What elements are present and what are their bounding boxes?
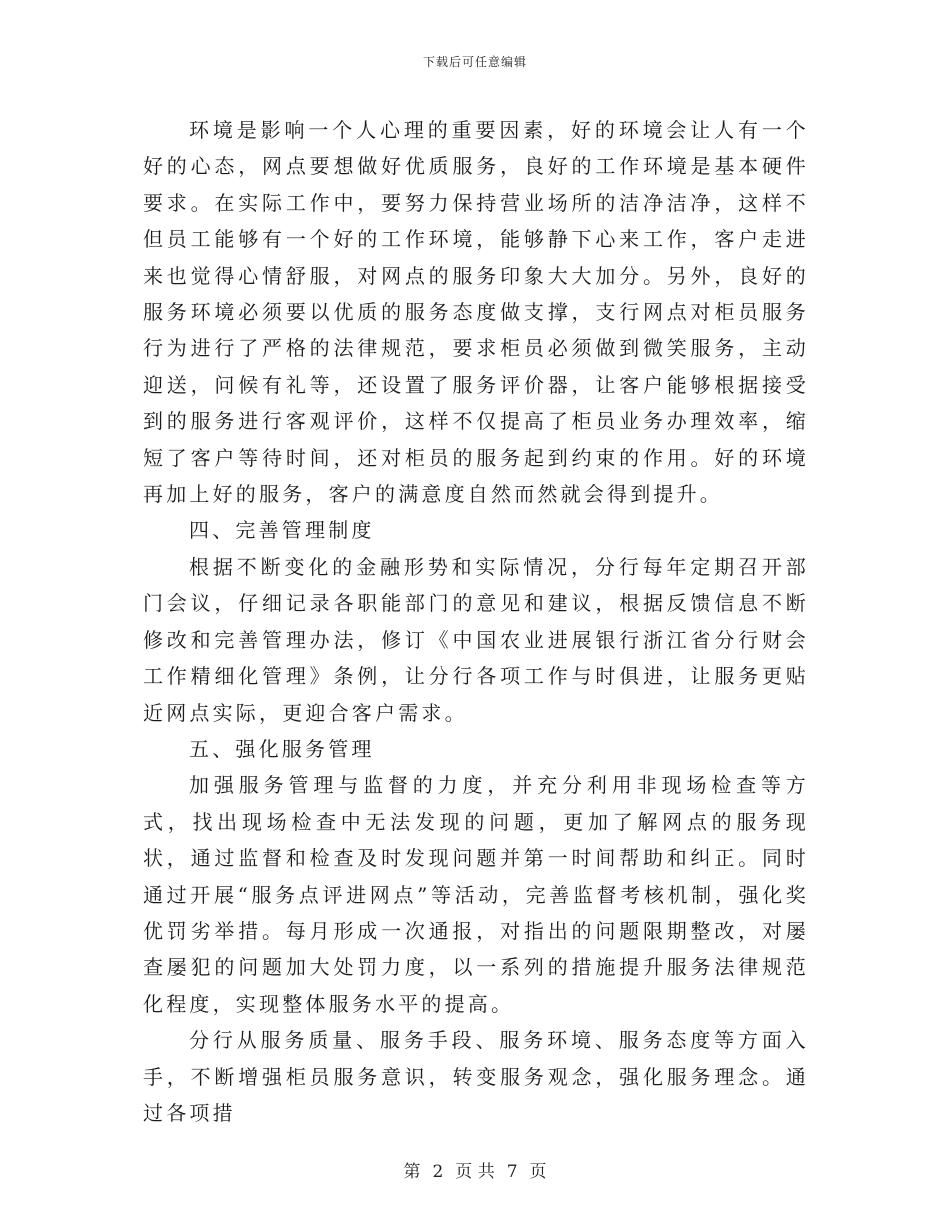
section-heading-4: 四、完善管理制度 (189, 518, 375, 543)
paragraph-environment: 环境是影响一个人心理的重要因素，好的环境会让人有一个好的心态，网点要想做好优质服务，良好的工作环境是基本硬件要求。在实际工作中，要努力保持营业场所的洁净洁净，这样不但员工能够有一个好的工作环境，能够静下心来工作，客户走进来也觉得心情舒服，对网点的服务印象大大加分。另外，良好的服务环境必须要以优质的服务态度做支撑，支行网点对柜员服务行为进行了严格的法律规范，要求柜员必须做到微笑服务，主动迎送，问候有礼等，还设置了服务评价器，让客户能够根据接受到的服务进行客观评价，这样不仅提高了柜员业务办理效率，缩短了客户等待时间，还对柜员的服务起到约束的作用。好的环境再加上好的服务，客户的满意度自然而然就会得到提升。 (143, 118, 809, 507)
page-number-footer (0, 1157, 950, 1182)
footer-prefix: 第 (403, 1162, 421, 1182)
paragraph-service-management: 加强服务管理与监督的力度，并充分利用非现场检查等方式，找出现场检查中无法发现的问题，更加了解网点的服务现状，通过监督和检查及时发现问题并第一时间帮助和纠正。同时通过开展“服务点评进网点”等活动，完善监督考核机制，强化奖优罚劣举措。每月形成一次通报，对指出的问题限期整改，对屡查屡犯的问题加大处罚力度，以一系列的措施提升服务法律规范化程度，实现整体服务水平的提高。 (143, 773, 809, 1016)
current-page-number: 2 (432, 1162, 444, 1182)
page-header-note: 下载后可任意编辑 (422, 55, 527, 69)
footer-middle: 页 共 (455, 1162, 495, 1182)
paragraph-service-quality: 分行从服务质量、服务手段、服务环境、服务态度等方面入手，不断增强柜员服务意识，转变服务观念，强化服务理念。通过各项措 (143, 1028, 809, 1125)
document-body (143, 112, 809, 1131)
paragraph-management-system: 根据不断变化的金融形势和实际情况，分行每年定期召开部门会议，仔细记录各职能部门的意见和建议，根据反馈信息不断修改和完善管理办法，修订《中国农业进展银行浙江省分行财会工作精细化管理》条例，让分行各项工作与时俱进，让服务更贴近网点实际，更迎合客户需求。 (143, 554, 809, 725)
footer-suffix: 页 (529, 1162, 547, 1182)
section-heading-5: 五、强化服务管理 (189, 736, 375, 761)
total-page-count: 7 (506, 1162, 518, 1182)
